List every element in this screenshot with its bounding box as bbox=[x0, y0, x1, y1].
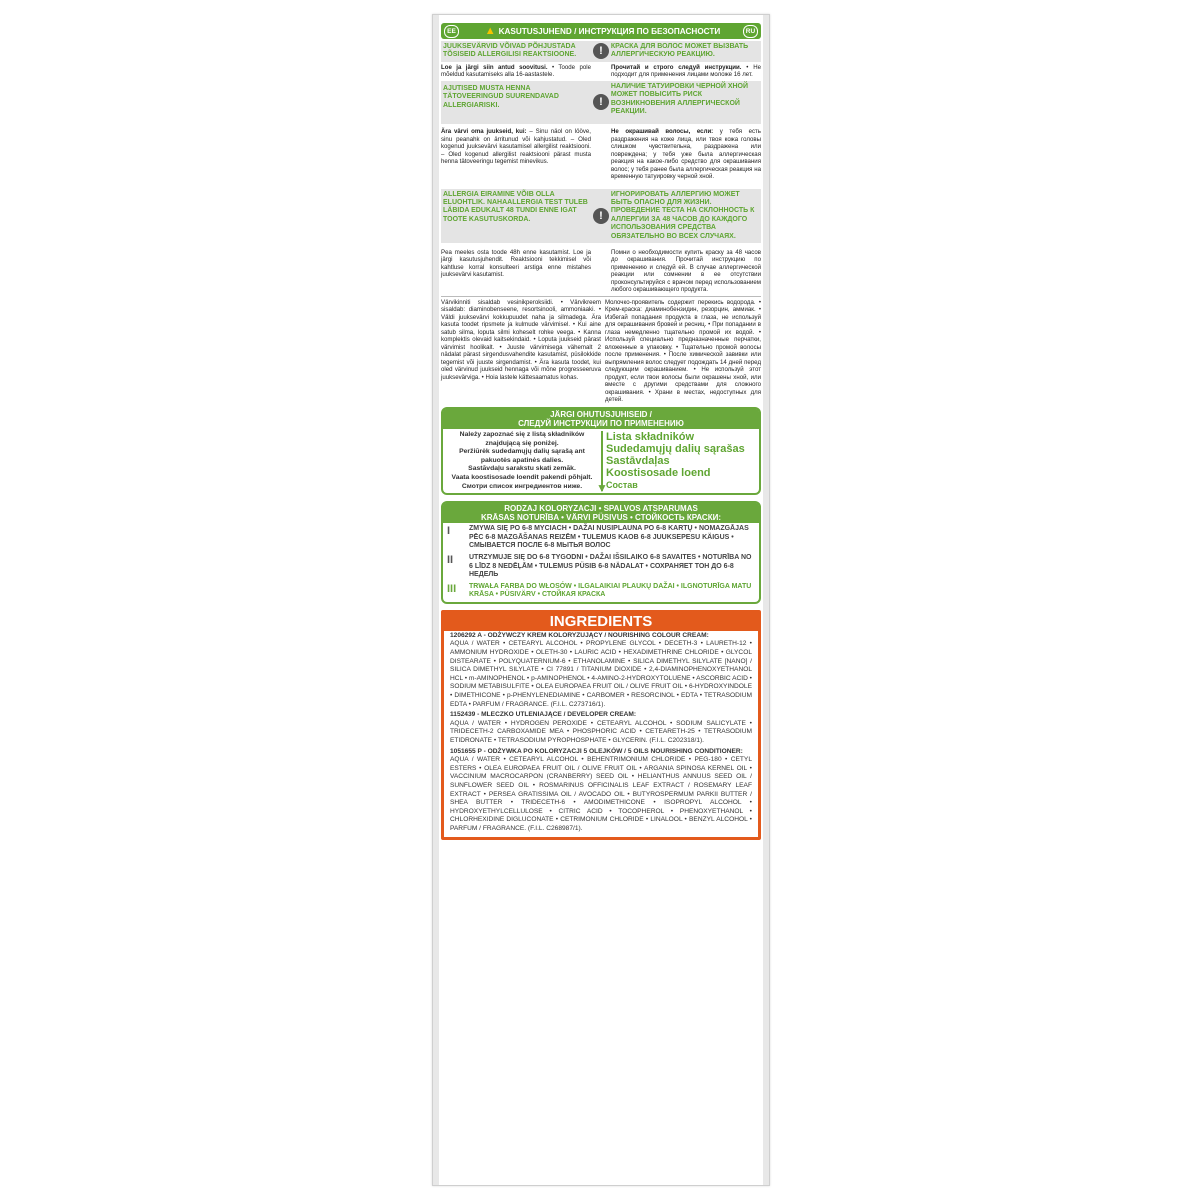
level-number: III bbox=[447, 582, 457, 595]
package-panel bbox=[432, 14, 770, 1186]
ingredient-heading: 1051655 P - ODŻYWKA PO KOLORYZACJI 5 OLEJKÓW / 5 OILS NOURISHING CONDITIONER: bbox=[450, 747, 743, 755]
note-ru: Смотри список ингредиентов ниже. bbox=[461, 482, 583, 490]
p2-ru: у тебя есть раздражения на коже лица, или твоя кожа головы слишком чувствительна, раздражена или повреждена; у тебя уже была аллергическая реакция на какое-либо средство для окрашивания волос; у тебя ранее была аллергическая реакция на временную татуировку черной хной. bbox=[611, 128, 761, 181]
level-number: II bbox=[447, 553, 454, 566]
title-pl: Lista składników bbox=[606, 430, 695, 443]
note-lv: Sastāvdaļu sarakstu skati zemāk. bbox=[468, 465, 576, 473]
p3-ru: Помни о необходимости купить краску за 48 часов до окрашивания. Прочитай инструкцию по применению и следуй ей. В случае аллергической реакции или сомнении в ее отсутствии проконсультируйся с врачом перед использованием любого окрашивающего продукта. bbox=[611, 248, 761, 294]
warning-2-ee: AJUTISED MUSTA HENNA TÄTOVEERINGUD SUURENDAVAD ALLERGIARISKI. bbox=[443, 84, 559, 109]
arrow-line bbox=[596, 431, 608, 496]
ingredient-heading: 1152439 - MLECZKO UTLENIAJĄCE / DEVELOPER CREAM: bbox=[450, 711, 637, 719]
title-ee: Koostisosade loend bbox=[606, 466, 711, 479]
level-text: ZMYWA SIĘ PO 6-8 MYCIACH • DAŽAI NUSIPLAUNA PO 6-8 KARTŲ • NOMAZGĀJAS PĒC 6-8 MAZGĀŠANAS REIZĒM • TULEMUS KAOB 6-8 JUUKSEPESU KÄIGUS • СМЫВАЕТСЯ ПОСЛЕ 6-8 МЫТЬЯ ВОЛОС bbox=[469, 525, 749, 550]
lang-badge-ee: EE bbox=[444, 25, 459, 38]
note-ee: Vaata koostisosade loendit pakendi põhjalt. bbox=[451, 473, 593, 481]
warning-triangle-icon: ▲ bbox=[484, 25, 496, 37]
p1-ee-bold: Loe ja järgi siin antud soovitusi. bbox=[441, 63, 548, 71]
ingredient-list: AQUA / WATER • CETEARYL ALCOHOL • BEHENTRIMONIUM CHLORIDE • PEG-180 • CETYL ESTERS • OLEA EUROPAEA FRUIT OIL / OLIVE FRUIT OIL • ARGANIA SPINOSA KERNEL OIL • VACCINIUM MACROCARPON (CRANBERRY) SEED OIL • HELIANTHUS ANNUUS SEED OIL / SUNFLOWER SEED OIL • ROSMARINUS OFFICINALIS LEAF EXTRACT / ROSEMARY LEAF EXTRACT • PERSEA GRATISSIMA OIL / AVOCADO OIL • BUTYROSPERMUM PARKII BUTTER / SHEA BUTTER • TRIDECETH-6 • AMODIMETHICONE • ISOPROPYL ALCOHOL • HYDROXYETHYLCELLULOSE • CITRIC ACID • TOCOPHEROL • PHENOXYETHANOL • CHLORHEXIDINE DIGLUCONATE • CETRIMONIUM CHLORIDE • LINALOOL • BENZYL ALCOHOL • PARFUM / FRAGRANCE. (F.I.L. C268987/1). bbox=[450, 756, 752, 832]
level-text: TRWAŁA FARBA DO WŁOSÓW • ILGALAIKIAI PLAUKŲ DAŽAI • ILGNOTURĪGA MATU KRĀSA • PÜSIVÄRV • СТОЙКАЯ КРАСКА bbox=[469, 582, 752, 599]
warning-3-ru: ИГНОРИРОВАТЬ АЛЛЕРГИЮ МОЖЕТ БЫТЬ ОПАСНО ДЛЯ ЖИЗНИ. ПРОВЕДЕНИЕ ТЕСТА НА СКЛОННОСТЬ К АЛЛЕРГИИ ЗА 48 ЧАСОВ ДО КАЖДОГО ИСПОЛЬЗОВАНИЯ СРЕДСТВА ОБЯЗАТЕЛЬНО ВО ВСЕХ СЛУЧАЯХ. bbox=[610, 190, 755, 240]
resistance-level bbox=[447, 525, 755, 551]
p1-ru: • Не подходит для применения лицами моложе 16 лет. bbox=[611, 63, 761, 79]
warning-2 bbox=[441, 81, 761, 124]
ingredient-block bbox=[444, 747, 758, 837]
resistance-levels bbox=[443, 523, 759, 602]
paragraph-1 bbox=[441, 64, 761, 79]
warning-3-ee: ALLERGIA EIRAMINE VÕIB OLLA ELUOHTLIK. NAHAALLERGIA TEST TULEB LÄBIDA EDUKALT 48 TUNDI ENNE IGAT TOOTE KASUTUSKORDA. bbox=[443, 190, 588, 223]
follow-instructions-box bbox=[441, 407, 761, 495]
p1-ru-bold: Прочитай и строго следуй инструкции. bbox=[611, 63, 742, 71]
right-fold bbox=[763, 15, 769, 1185]
follow-instructions-title bbox=[443, 409, 759, 429]
resistance-title bbox=[443, 503, 759, 523]
p2-ru-bold: Не окрашивай волосы, если: bbox=[611, 128, 714, 136]
warning-2-ru: НАЛИЧИЕ ТАТУИРОВКИ ЧЕРНОЙ ХНОЙ МОЖЕТ ПОВЫСИТЬ РИСК ВОЗНИКНОВЕНИЯ АЛЛЕРГИЧЕСКОЙ РЕАКЦИИ. bbox=[610, 82, 749, 116]
divider bbox=[441, 296, 761, 297]
ingredient-list-titles bbox=[606, 431, 756, 491]
ingredient-list: AQUA / WATER • HYDROGEN PEROXIDE • CETEARYL ALCOHOL • SODIUM SALICYLATE • TRIDECETH-2 CARBOXAMIDE MEA • PHOSPHORIC ACID • CETEARETH-25 • TETRASODIUM ETIDRONATE • TETRASODIUM PYROPHOSPHATE • GLYCERIN. (F.I.L. C202318/1). bbox=[450, 719, 752, 744]
p4-ee: Värvikinniti sisaldab vesinikperoksiidi. • Värvikreem sisaldab: diaminobenseene, resortsinooli, ammoniaaki. • Väldi juuksevärvi kokkupuudet naha ja silmadega. Ära kasuta toodet ripsmete ja kulmude värvimisel. • Kui aine satub silma, loputa silmi koheselt rohke veega. • Kanna komplektis olevaid kaitsekindaid. • Loputa juukseid pärast värvimist hoolikalt. • Juuste värvimisega vähemalt 2 nädalat pärast sirgendusvahendite kasutamist, püsilokkide tegemist või juuste sirgendamist. • Ära kasuta toodet, kui oled värvinud juukseid hennaga või mõne progresseeruva juuksevärviga. • Hoia lastele kättesaamatus kohas. bbox=[441, 298, 601, 381]
level-number: I bbox=[447, 525, 451, 538]
note-pl: Należy zapoznać się z listą składników znajdującą się poniżej. bbox=[459, 430, 585, 447]
ingredient-block bbox=[444, 631, 758, 710]
resistance-level bbox=[447, 554, 755, 580]
safety-header-title: KASUTUSJUHEND / ИНСТРУКЦИЯ ПО БЕЗОПАСНОСТИ bbox=[498, 27, 721, 36]
label-content bbox=[441, 23, 761, 840]
ingredient-list: AQUA / WATER • CETEARYL ALCOHOL • PROPYLENE GLYCOL • DECETH-3 • LAURETH-12 • AMMONIUM HYDROXIDE • OLETH-30 • LAURIC ACID • HEXADIMETHRINE CHLORIDE • GLYCOL DISTEARATE • POLYQUATERNIUM-6 • ETHANOLAMINE • SILICA DIMETHYL SILYLATE [NANO] / SILICA DIMETHYL SILYLATE • CI 77891 / TITANIUM DIOXIDE • 2,4-DIAMINOPHENOXYETHANOL HCL • m-AMINOPHENOL • p-AMINOPHENOL • 4-AMINO-2-HYDROXYTOLUENE • ASCORBIC ACID • SODIUM METABISULFITE • OLEA EUROPAEA FRUIT OIL / OLIVE FRUIT OIL • 6-HYDROXYINDOLE • DIMETHICONE • p-PHENYLENEDIAMINE • CARBOMER • RESORCINOL • EDTA • TETRASODIUM EDTA • PARFUM / FRAGRANCE. (F.I.L. C273716/1). bbox=[450, 640, 752, 708]
p2-ee: – Sinu näol on lööve, sinu peanahk on ärritunud või kahjustatud. – Oled kogenud juuksevärvi kasutamisel allergilist reaktsiooni. – Oled kogenud allergilist reaktsiooni pärast musta henna tätoveeringu tegemist minevikus. bbox=[441, 128, 591, 166]
left-fold bbox=[433, 15, 439, 1185]
warning-1-ee: JUUKSEVÄRVID VÕIVAD PÕHJUSTADA TÕSISEID ALLERGILISI REAKTSIOONE. bbox=[443, 43, 577, 59]
warning-3 bbox=[441, 189, 761, 243]
title-ru: Состав bbox=[606, 479, 638, 490]
paragraph-4 bbox=[441, 299, 761, 404]
ingredients-box bbox=[441, 610, 761, 840]
p2-ee-bold: Ära värvi oma juukseid, kui: bbox=[441, 128, 527, 136]
p3-ee: Pea meeles osta toode 48h enne kasutamist. Loe ja järgi kasutusjuhendit. Reaktsiooni tekkimisel või kahtluse korral konsulteeri arstiga enne mistahes juuksevärvi kasutamist. bbox=[441, 248, 591, 279]
ingredient-list-notes bbox=[446, 431, 598, 491]
resistance-level bbox=[447, 583, 755, 600]
paragraph-2 bbox=[441, 128, 761, 181]
arrow-down-icon: ▼ bbox=[596, 481, 608, 496]
level-text: UTRZYMUJE SIĘ DO 6-8 TYGODNI • DAŽAI IŠSILAIKO 6-8 SAVAITES • NOTURĪBA NO 6 LĪDZ 8 NEDĒĻĀM • TULEMUS PÜSIB 6-8 NÄDALAT • СОХРАНЯЕТ ТОН ДО 6-8 НЕДЕЛЬ bbox=[469, 553, 752, 579]
title-lt: Sudedamųjų dalių sąrašas bbox=[606, 442, 745, 455]
ingredients-title: INGREDIENTS bbox=[444, 613, 758, 631]
safety-header bbox=[441, 23, 761, 39]
resistance-title-1: RODZAJ KOLORYZACJI • SPALVOS ATSPARUMAS bbox=[504, 504, 698, 514]
warning-1 bbox=[441, 41, 761, 62]
warning-1-ru: КРАСКА ДЛЯ ВОЛОС МОЖЕТ ВЫЗВАТЬ АЛЛЕРГИЧЕСКУЮ РЕАКЦИЮ. bbox=[610, 43, 749, 59]
ingredient-block bbox=[444, 710, 758, 746]
p4-ru: Молочко-проявитель содержит перекись водорода. • Крем-краска: диаминобензидин, резорцин, аммиак. • Избегай попадания продукта в глаза, не используй для окрашивания бровей и ресниц. • При попадании в глаза немедленно тщательно промой их водой. • Используй специально предназначенные перчатки, вложенные в упаковку. • Тщательно промой волосы после применения. • После химической завивки или выпрямления волос следует подождать 14 дней перед следующим окрашиванием. • Не используй этот продукт, если твои волосы были окрашены хной, или вместе с другими средствами для сложного окрашивания. • Храни в местах, недоступных для детей. bbox=[605, 298, 761, 404]
follow-title-2: СЛЕДУЙ ИНСТРУКЦИИ ПО ПРИМЕНЕНИЮ bbox=[518, 418, 684, 428]
exclamation-icon: ! bbox=[593, 208, 609, 224]
follow-title-1: JÄRGI OHUTUSJUHISEID / bbox=[550, 409, 652, 419]
note-lt: Peržiūrėk sudedamųjų dalių sąrašą ant pakuotės apatinės dalies. bbox=[459, 448, 585, 464]
exclamation-icon: ! bbox=[593, 94, 609, 110]
ingredient-heading: 1206292 A - ODŻYWCZY KREM KOLORYZUJĄCY / NOURISHING COLOUR CREAM: bbox=[450, 631, 709, 639]
lang-badge-ru: RU bbox=[743, 25, 758, 38]
p1-ee: • Toode pole mõeldud kasutamiseks alla 16-aastastele. bbox=[441, 63, 591, 79]
paragraph-3 bbox=[441, 249, 761, 294]
title-lv: Sastāvdaļas bbox=[606, 454, 670, 467]
colour-resistance-box bbox=[441, 501, 761, 604]
exclamation-icon: ! bbox=[593, 43, 609, 59]
resistance-title-2: KRĀSAS NOTURĪBA • VÄRVI PÜSIVUS • СТОЙКОСТЬ КРАСКИ: bbox=[480, 513, 721, 523]
